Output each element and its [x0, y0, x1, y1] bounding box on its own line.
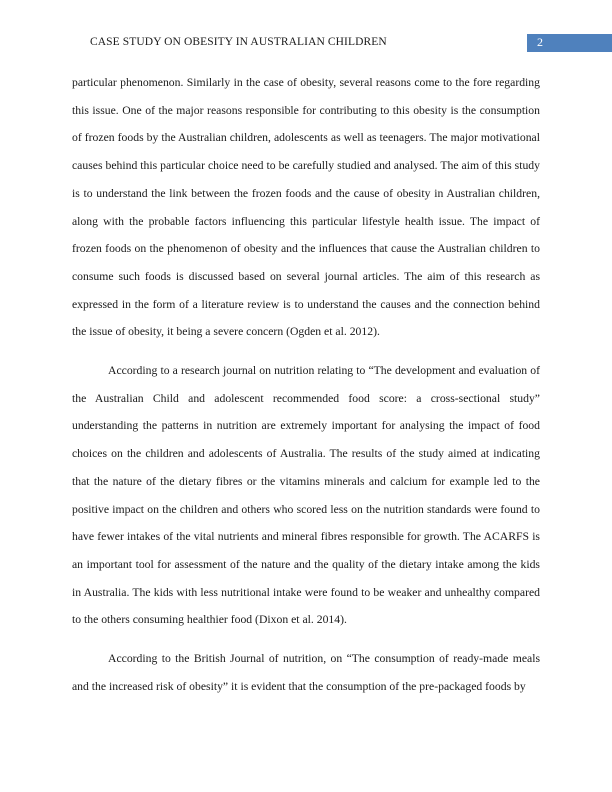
page-number: 2: [537, 35, 543, 49]
paragraph-british-journal: According to the British Journal of nutrition, on “The consumption of ready-made meals and the increased risk of obesity” it is evident that the consumption of the pre-packaged foods by: [72, 652, 540, 693]
page-number-badge: [527, 34, 612, 52]
running-head: CASE STUDY ON OBESITY IN AUSTRALIAN CHILDREN: [90, 36, 387, 48]
paragraph-continuation: particular phenomenon. Similarly in the case of obesity, several reasons come to the fore regarding this issue. One of the major reasons responsible for contributing to this obesity is the consumption of frozen foods by the Australian children, adolescents as well as teenagers. The major motivational causes behind this particular choice need to be carefully studied and analysed. The aim of this study is to understand the link between the frozen foods and the cause of obesity in Australian children, along with the probable factors influencing this particular lifestyle health issue. The impact of frozen foods on the phenomenon of obesity and the influences that cause the Australian children to consume such foods is discussed based on several journal articles. The aim of this research as expressed in the form of a literature review is to understand the causes and the connection behind the issue of obesity, it being a severe concern (Ogden et al. 2012).: [72, 76, 540, 339]
paragraph-acarfs-study: According to a research journal on nutrition relating to “The development and evaluation of the Australian Child and adolescent recommended food score: a cross-sectional study” understanding the patterns in nutrition are extremely important for analysing the impact of food choices on the children and adolescents of Australia. The results of the study aimed at indicating that the nature of the dietary fibres or the vitamins minerals and calcium for example led to the positive impact on the children and others who scored less on the nutrition standards were found to have fewer intakes of the vital nutrients and mineral fibres responsible for growth. The ACARFS is an important tool for assessment of the nature and the quality of the dietary intake among the kids in Australia. The kids with less nutritional intake were found to be weaker and unhealthy compared to the others consuming healthier food (Dixon et al. 2014).: [72, 364, 540, 627]
body-text: [72, 69, 540, 700]
